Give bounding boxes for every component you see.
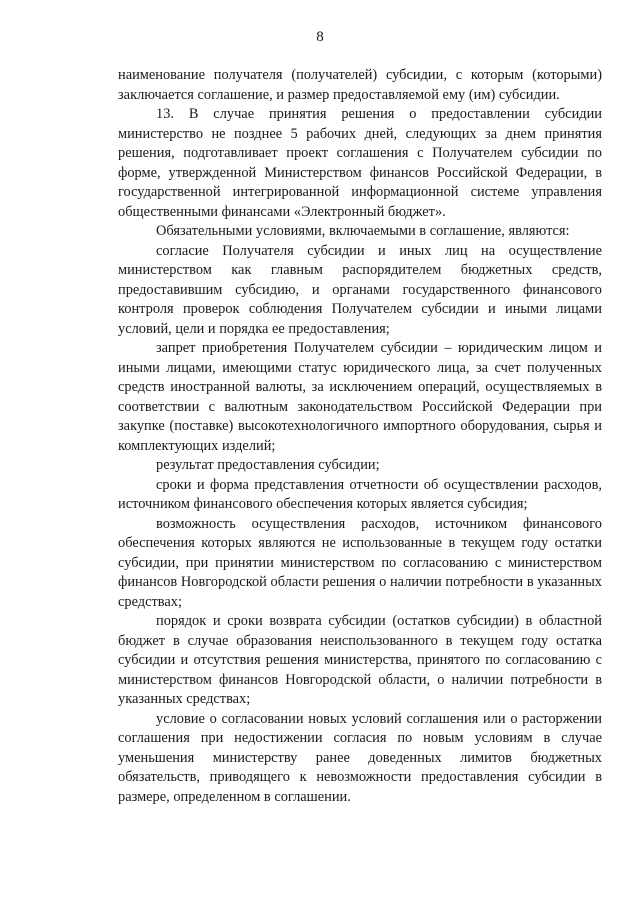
paragraph-3: Обязательными условиями, включаемыми в соглашение, являются: [156, 223, 570, 239]
paragraph-5: запрет приобретения Получателем субсидии – юридическим лицом и иными лицами, имеющими статус юридического лица, за счет полученных средств иностранной валюты, за исключением операций, осуществляемых в соответствии с валютным законодательством Российской Федерации при закупке (поставке) высокотехнологичного импортного оборудования, сырья и комплектующих изделий; [118, 340, 602, 454]
paragraph-1: наименование получателя (получателей) субсидии, с которым (которыми) заключается соглашение, и размер предоставляемой ему (им) субсидии. [118, 67, 602, 103]
paragraph-10: условие о согласовании новых условий соглашения или о расторжении соглашения при недостижении согласия по новым условиям в случае уменьшения министерству ранее доведенных лимитов бюджетных обязательств, приводящего к невозможности предоставления субсидии в размере, определенном в соглашении. [118, 710, 602, 805]
paragraph-9: порядок и сроки возврата субсидии (остатков субсидии) в областной бюджет в случае образования неиспользованного в текущем году остатка субсидии и отсутствия решения министерства, принятого по согласованию с министерством финансов Новгородской области, о наличии потребности в указанных средствах; [118, 613, 602, 707]
paragraph-6: результат предоставления субсидии; [156, 457, 380, 473]
paragraph-8: возможность осуществления расходов, источником финансового обеспечения которых являются не использованные в текущем году остатки субсидии, при принятии министерством по согласованию с министерством финансов Новгородской области решения о наличии потребности в указанных средствах; [118, 515, 602, 610]
paragraph-7: сроки и форма представления отчетности об осуществлении расходов, источником финансового обеспечения которых является субсидия; [118, 476, 602, 512]
paragraph-4: согласие Получателя субсидии и иных лиц на осуществление министерством как главным распорядителем бюджетных средств, предоставившим субсидию, и органами государственного финансового контроля проверок соблюдения Получателем субсидии и иными лицами условий, цели и порядка ее предоставления; [118, 242, 602, 337]
page-number: 8 [316, 29, 324, 45]
document-body [118, 66, 602, 807]
paragraph-2: 13. В случае принятия решения о предоставлении субсидии министерство не позднее 5 рабочих дней, следующих за днем принятия решения, подготавливает проект соглашения с Получателем субсидии по форме, утвержденной Министерством финансов Российской Федерации, в государственной интегрированной информационной системе управления общественными финансами «Электронный бюджет». [118, 106, 602, 220]
